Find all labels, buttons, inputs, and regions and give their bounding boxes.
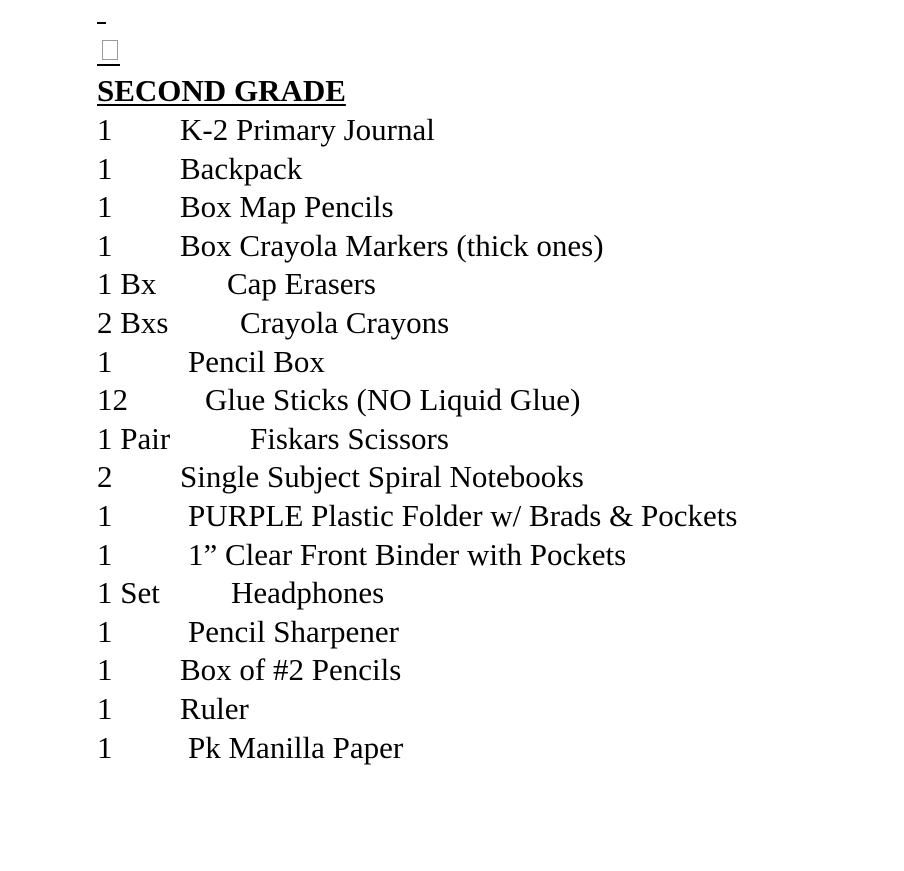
item-name: PURPLE Plastic Folder w/ Brads & Pockets (188, 497, 738, 533)
item-quantity: 12 (97, 382, 128, 418)
item-name: Pencil Box (188, 343, 325, 379)
item-name: Single Subject Spiral Notebooks (180, 459, 584, 495)
page-title: SECOND GRADE (97, 73, 346, 108)
item-name: Box Map Pencils (180, 189, 394, 225)
item-name: Fiskars Scissors (250, 420, 449, 456)
item-name: K-2 Primary Journal (180, 112, 435, 147)
item-quantity: 2 (97, 459, 113, 495)
missing-glyph-box-icon (102, 40, 118, 60)
item-name: Pencil Sharpener (188, 613, 399, 649)
item-name: Headphones (231, 575, 385, 611)
item-quantity: 1 Pair (97, 420, 171, 456)
item-name: Crayola Crayons (240, 304, 450, 340)
item-name: 1” Clear Front Binder with Pockets (188, 536, 627, 572)
item-quantity: 1 (97, 343, 113, 379)
item-quantity: 1 (97, 189, 113, 225)
item-quantity: 1 (97, 652, 113, 688)
item-quantity: 1 (97, 613, 113, 649)
dash-mark (97, 22, 106, 24)
item-name: Ruler (180, 690, 249, 726)
item-quantity: 1 (97, 112, 113, 147)
item-quantity: 1 Bx (97, 266, 157, 302)
item-quantity: 2 Bxs (97, 304, 169, 340)
item-quantity: 1 (97, 729, 113, 765)
item-name: Backpack (180, 150, 303, 186)
item-quantity: 1 (97, 536, 113, 572)
underline-mark (97, 64, 120, 66)
item-quantity: 1 Set (97, 575, 160, 611)
item-name: Glue Sticks (NO Liquid Glue) (205, 382, 581, 418)
item-quantity: 1 (97, 150, 113, 186)
item-quantity: 1 (97, 690, 113, 726)
item-quantity: 1 (97, 227, 113, 263)
item-name: Cap Erasers (227, 266, 376, 302)
item-name: Box of #2 Pencils (180, 652, 402, 688)
item-quantity: 1 (97, 497, 113, 533)
item-name: Box Crayola Markers (thick ones) (180, 227, 604, 263)
item-name: Pk Manilla Paper (188, 729, 404, 765)
